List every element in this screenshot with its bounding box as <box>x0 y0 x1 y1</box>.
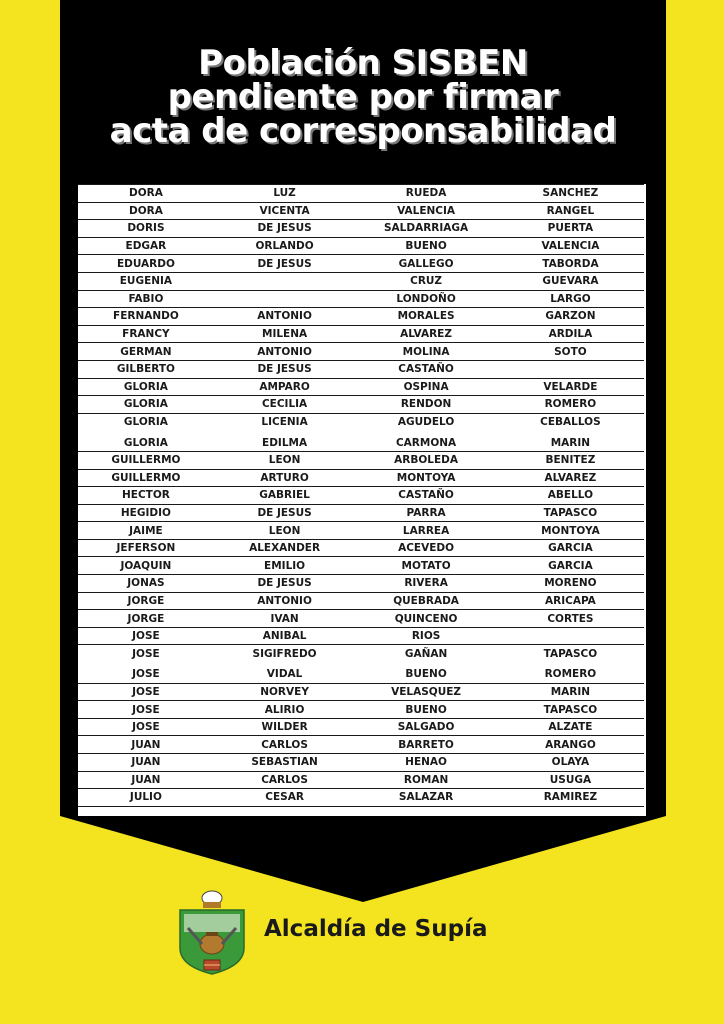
first-name-cell: EUGENIA <box>78 272 214 290</box>
first-name-cell: JOSE <box>78 664 214 683</box>
second-name-cell: DE JESUS <box>214 220 356 238</box>
table-row <box>78 202 644 220</box>
first-name-cell: JUAN <box>78 736 214 754</box>
first-name-cell: GUILLERMO <box>78 451 214 469</box>
table-row <box>78 451 644 469</box>
second-name-cell: EMILIO <box>214 557 356 575</box>
first-surname-cell: SALDARRIAGA <box>355 220 497 238</box>
second-name-cell: IVAN <box>214 610 356 628</box>
first-name-cell: JOAQUIN <box>78 557 214 575</box>
first-name-cell: JAIME <box>78 522 214 540</box>
first-name-cell: DORIS <box>78 220 214 238</box>
second-name-cell: VICENTA <box>214 202 356 220</box>
first-name-cell: JOSE <box>78 627 214 645</box>
first-name-cell: GLORIA <box>78 432 214 451</box>
table-row <box>78 185 644 203</box>
organization-name: Alcaldía de Supía <box>264 916 488 942</box>
second-surname-cell: SANCHEZ <box>497 185 644 203</box>
second-surname-cell: LARGO <box>497 290 644 308</box>
first-surname-cell: ACEVEDO <box>355 539 497 557</box>
second-name-cell: DE JESUS <box>214 360 356 378</box>
names-table <box>78 184 646 816</box>
table-row <box>78 378 644 396</box>
second-surname-cell: MORENO <box>497 575 644 593</box>
second-surname-cell <box>497 627 644 645</box>
first-surname-cell: CRUZ <box>355 272 497 290</box>
second-surname-cell: RAMIREZ <box>497 789 644 807</box>
first-surname-cell: BUENO <box>355 664 497 683</box>
second-surname-cell: MONTOYA <box>497 522 644 540</box>
first-name-cell: JUAN <box>78 754 214 772</box>
table-row <box>78 504 644 522</box>
first-name-cell: HEGIDIO <box>78 504 214 522</box>
second-surname-cell: USUGA <box>497 771 644 789</box>
second-surname-cell: ALVAREZ <box>497 469 644 487</box>
second-name-cell: LUZ <box>214 185 356 203</box>
first-name-cell: GUILLERMO <box>78 469 214 487</box>
second-name-cell <box>214 272 356 290</box>
second-name-cell: ANTONIO <box>214 343 356 361</box>
first-name-cell: EDGAR <box>78 237 214 255</box>
second-surname-cell: ROMERO <box>497 396 644 414</box>
second-surname-cell: RANGEL <box>497 202 644 220</box>
second-surname-cell: VALENCIA <box>497 237 644 255</box>
first-surname-cell: RENDON <box>355 396 497 414</box>
second-surname-cell: ARICAPA <box>497 592 644 610</box>
second-name-cell: LEON <box>214 522 356 540</box>
second-name-cell: LICENIA <box>214 413 356 432</box>
first-surname-cell: SALGADO <box>355 718 497 736</box>
first-surname-cell: HENAO <box>355 754 497 772</box>
second-name-cell: WILDER <box>214 718 356 736</box>
first-name-cell: JUAN <box>78 771 214 789</box>
second-surname-cell: TAPASCO <box>497 645 644 664</box>
table-row <box>78 718 644 736</box>
second-name-cell: ALEXANDER <box>214 539 356 557</box>
second-surname-cell: ARANGO <box>497 736 644 754</box>
first-surname-cell: PARRA <box>355 504 497 522</box>
first-name-cell: GERMAN <box>78 343 214 361</box>
table-row <box>78 469 644 487</box>
title-line-2: pendiente por firmar <box>167 77 559 117</box>
table-row <box>78 627 644 645</box>
table-row <box>78 308 644 326</box>
second-name-cell: ANTONIO <box>214 308 356 326</box>
first-name-cell: DORA <box>78 202 214 220</box>
first-surname-cell: SALAZAR <box>355 789 497 807</box>
first-surname-cell: RUEDA <box>355 185 497 203</box>
second-name-cell: CECILIA <box>214 396 356 414</box>
first-surname-cell: ALVAREZ <box>355 325 497 343</box>
table-row <box>78 754 644 772</box>
second-name-cell: SIGIFREDO <box>214 645 356 664</box>
second-name-cell: MILENA <box>214 325 356 343</box>
second-surname-cell: GUEVARA <box>497 272 644 290</box>
table-row <box>78 396 644 414</box>
table-row <box>78 255 644 273</box>
first-name-cell: JOSE <box>78 718 214 736</box>
second-name-cell: ARTURO <box>214 469 356 487</box>
table-row <box>78 557 644 575</box>
first-surname-cell: MOLINA <box>355 343 497 361</box>
table-row <box>78 683 644 701</box>
first-name-cell: JORGE <box>78 610 214 628</box>
second-name-cell <box>214 290 356 308</box>
first-name-cell: JOSE <box>78 645 214 664</box>
first-surname-cell: ROMAN <box>355 771 497 789</box>
first-surname-cell: BUENO <box>355 237 497 255</box>
second-name-cell: SEBASTIAN <box>214 754 356 772</box>
table-row <box>78 343 644 361</box>
first-surname-cell: AGUDELO <box>355 413 497 432</box>
table-row <box>78 237 644 255</box>
table-row <box>78 272 644 290</box>
second-surname-cell: GARCIA <box>497 557 644 575</box>
first-surname-cell: CASTAÑO <box>355 360 497 378</box>
second-surname-cell: BENITEZ <box>497 451 644 469</box>
table-row <box>78 413 644 432</box>
first-surname-cell: MONTOYA <box>355 469 497 487</box>
second-name-cell: CESAR <box>214 789 356 807</box>
second-surname-cell: TAPASCO <box>497 504 644 522</box>
first-name-cell: JULIO <box>78 789 214 807</box>
second-name-cell: DE JESUS <box>214 504 356 522</box>
first-name-cell: HECTOR <box>78 487 214 505</box>
table-row <box>78 487 644 505</box>
table-row <box>78 610 644 628</box>
first-surname-cell: QUINCENO <box>355 610 497 628</box>
first-surname-cell: BUENO <box>355 701 497 719</box>
municipal-coat-of-arms-icon <box>176 888 248 976</box>
second-surname-cell: CORTES <box>497 610 644 628</box>
first-name-cell: GLORIA <box>78 413 214 432</box>
second-name-cell: VIDAL <box>214 664 356 683</box>
first-name-cell: GLORIA <box>78 396 214 414</box>
second-surname-cell: PUERTA <box>497 220 644 238</box>
first-surname-cell: QUEBRADA <box>355 592 497 610</box>
second-surname-cell: MARIN <box>497 683 644 701</box>
second-surname-cell: ABELLO <box>497 487 644 505</box>
first-surname-cell: MOTATO <box>355 557 497 575</box>
table-row <box>78 736 644 754</box>
title-line-3: acta de corresponsabilidad <box>109 111 617 151</box>
first-surname-cell: RIVERA <box>355 575 497 593</box>
second-surname-cell: ARDILA <box>497 325 644 343</box>
second-name-cell: DE JESUS <box>214 575 356 593</box>
table-row <box>78 325 644 343</box>
table-row <box>78 575 644 593</box>
second-name-cell: CARLOS <box>214 771 356 789</box>
second-surname-cell: GARCIA <box>497 539 644 557</box>
first-name-cell: GLORIA <box>78 378 214 396</box>
table-row <box>78 664 644 683</box>
first-name-cell: JORGE <box>78 592 214 610</box>
first-surname-cell: CARMONA <box>355 432 497 451</box>
first-surname-cell: ARBOLEDA <box>355 451 497 469</box>
second-surname-cell: SOTO <box>497 343 644 361</box>
first-surname-cell: GALLEGO <box>355 255 497 273</box>
table-row <box>78 220 644 238</box>
table-row <box>78 539 644 557</box>
second-name-cell: LEON <box>214 451 356 469</box>
table-row <box>78 360 644 378</box>
first-name-cell: EDUARDO <box>78 255 214 273</box>
second-surname-cell: VELARDE <box>497 378 644 396</box>
first-name-cell: JOSE <box>78 683 214 701</box>
first-name-cell: FRANCY <box>78 325 214 343</box>
second-name-cell: DE JESUS <box>214 255 356 273</box>
first-surname-cell: GAÑAN <box>355 645 497 664</box>
second-name-cell: EDILMA <box>214 432 356 451</box>
second-surname-cell <box>497 360 644 378</box>
table-row <box>78 789 644 807</box>
first-surname-cell: LONDOÑO <box>355 290 497 308</box>
second-surname-cell: CEBALLOS <box>497 413 644 432</box>
table-row <box>78 645 644 664</box>
second-surname-cell: ROMERO <box>497 664 644 683</box>
second-name-cell: GABRIEL <box>214 487 356 505</box>
table-row <box>78 771 644 789</box>
second-name-cell: ORLANDO <box>214 237 356 255</box>
first-name-cell: JEFERSON <box>78 539 214 557</box>
second-surname-cell: GARZON <box>497 308 644 326</box>
first-surname-cell: OSPINA <box>355 378 497 396</box>
first-name-cell: JOSE <box>78 701 214 719</box>
first-name-cell: FERNANDO <box>78 308 214 326</box>
second-name-cell: NORVEY <box>214 683 356 701</box>
table-row <box>78 522 644 540</box>
second-name-cell: ANIBAL <box>214 627 356 645</box>
second-surname-cell: TABORDA <box>497 255 644 273</box>
first-name-cell: GILBERTO <box>78 360 214 378</box>
first-surname-cell: MORALES <box>355 308 497 326</box>
table-row <box>78 432 644 451</box>
second-surname-cell: MARIN <box>497 432 644 451</box>
second-name-cell: ALIRIO <box>214 701 356 719</box>
first-surname-cell: VELASQUEZ <box>355 683 497 701</box>
first-surname-cell: RIOS <box>355 627 497 645</box>
second-name-cell: ANTONIO <box>214 592 356 610</box>
first-surname-cell: VALENCIA <box>355 202 497 220</box>
title-line-1: Población SISBEN <box>198 43 528 83</box>
second-surname-cell: OLAYA <box>497 754 644 772</box>
first-name-cell: FABIO <box>78 290 214 308</box>
first-surname-cell: BARRETO <box>355 736 497 754</box>
second-name-cell: CARLOS <box>214 736 356 754</box>
second-surname-cell: ALZATE <box>497 718 644 736</box>
table-row <box>78 701 644 719</box>
second-name-cell: AMPARO <box>214 378 356 396</box>
first-name-cell: DORA <box>78 185 214 203</box>
first-name-cell: JONAS <box>78 575 214 593</box>
first-surname-cell: CASTAÑO <box>355 487 497 505</box>
second-surname-cell: TAPASCO <box>497 701 644 719</box>
table-row <box>78 592 644 610</box>
table-row <box>78 290 644 308</box>
first-surname-cell: LARREA <box>355 522 497 540</box>
page-title <box>60 43 666 151</box>
